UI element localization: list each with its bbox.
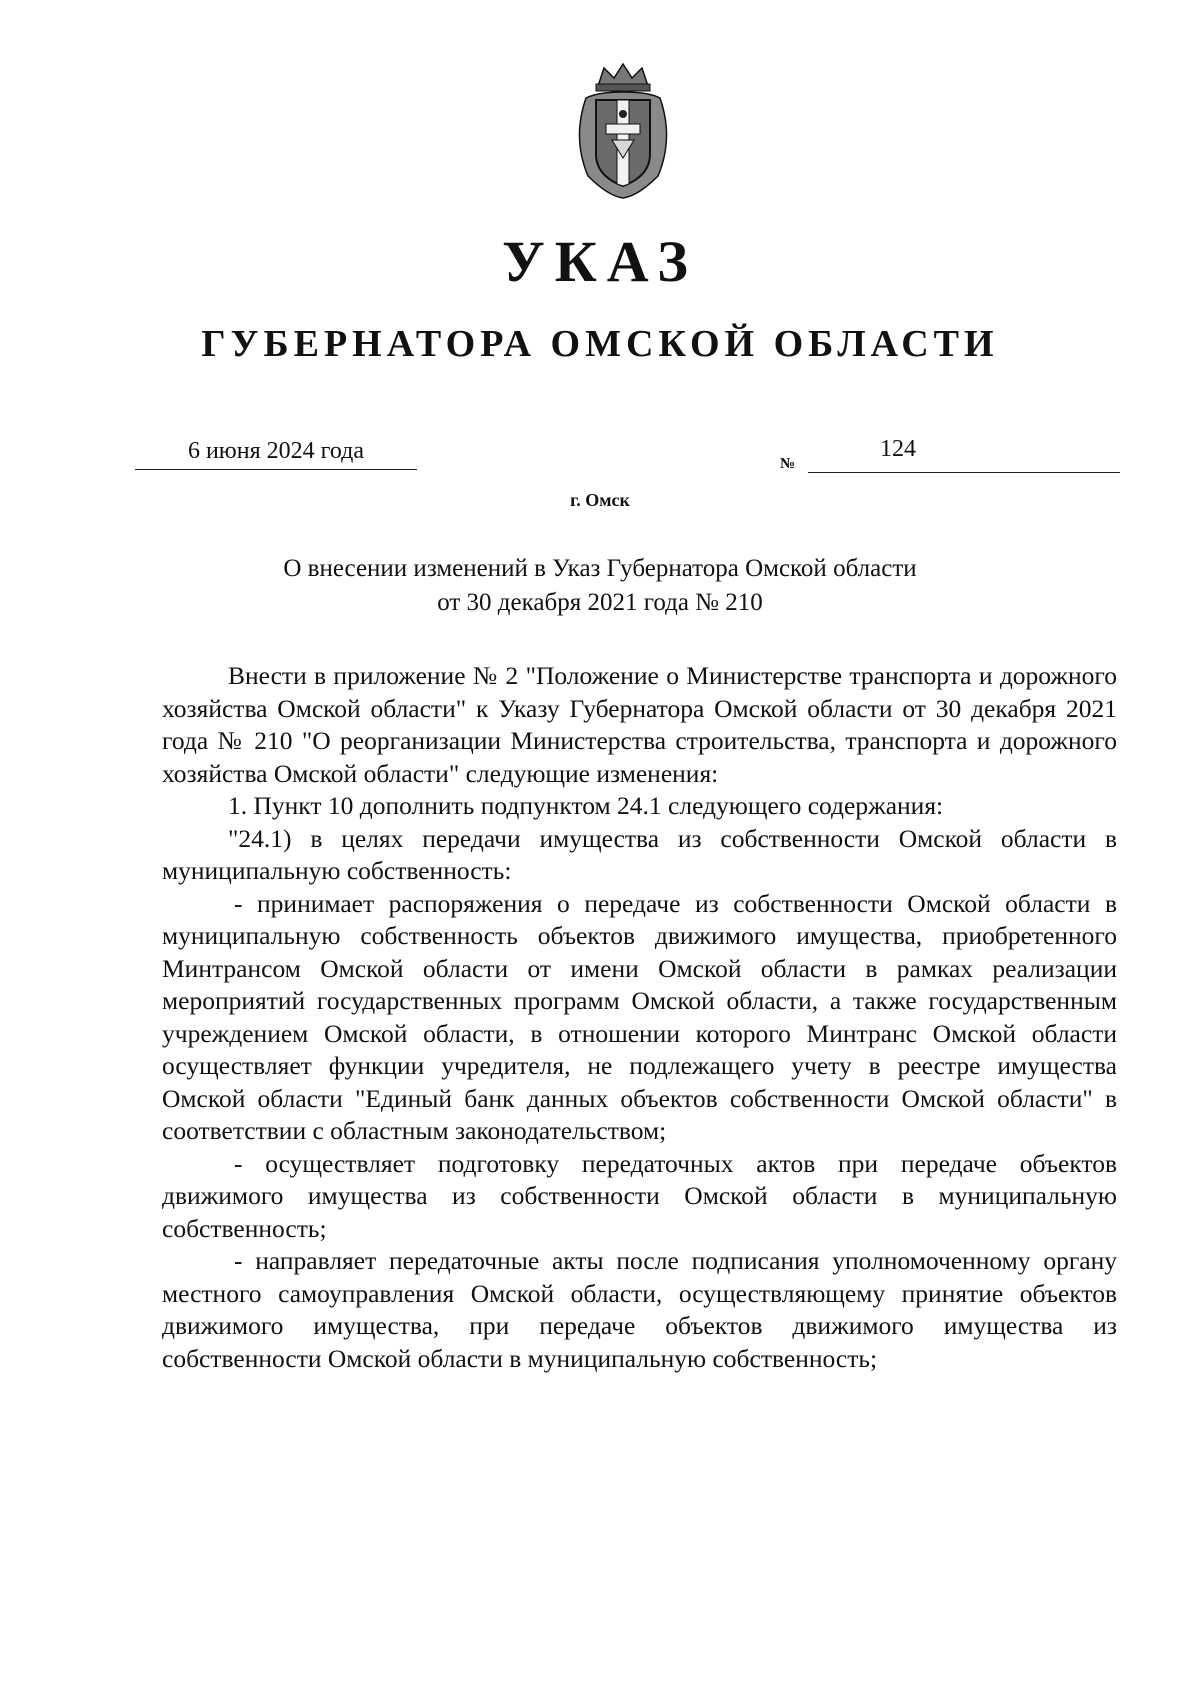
- document-title: УКАЗ: [502, 229, 698, 294]
- body-paragraph-2: 1. Пункт 10 дополнить подпунктом 24.1 следующего содержания:: [228, 791, 944, 820]
- body-paragraph-3: "24.1) в целях передачи имущества из собственности Омской области в муниципальную собственность:: [162, 823, 1117, 885]
- coat-of-arms-icon: [568, 58, 678, 200]
- body-paragraph-1: Внести в приложение № 2 "Положение о Министерстве транспорта и дорожного хозяйства Омской области" к Указу Губернатора Омской области от 30 декабря 2021 года № 210 "О реорганизации Министерства строительства, транспорта и дорожного хозяйства Омской области" следующие изменения:: [162, 661, 1117, 788]
- date-underline: [135, 469, 417, 470]
- number-underline: [808, 472, 1120, 473]
- document-body: [162, 660, 1117, 1375]
- document-city: г. Омск: [570, 490, 630, 510]
- body-paragraph-4: - принимает распоряжения о передаче из собственности Омской области в муниципальную собственность объектов движимого имущества, приобретенного Минтрансом Омской области от имени Омской области в рамках реализации мероприятий государственных программ Омской области, а также государственным учреждением Омской области, в отношении которого Минтранс Омской области осуществляет функции учредителя, не подлежащего учету в реестре имущества Омской области "Единый банк данных объектов собственности Омской области" в соответствии с областным законодательством;: [162, 888, 1117, 1145]
- document-date: [135, 438, 417, 470]
- heading-line-2: от 30 декабря 2021 года № 210: [437, 589, 763, 616]
- heading-line-1: О внесении изменений в Указ Губернатора Омской области: [283, 555, 917, 582]
- date-value: 6 июня 2024 года: [187, 438, 365, 464]
- number-value: 124: [880, 436, 916, 462]
- document-heading: [200, 552, 1000, 620]
- body-paragraph-5: - осуществляет подготовку передаточных актов при передаче объектов движимого имущества из собственности Омской области в муниципальную собственность;: [162, 1148, 1117, 1243]
- document-subtitle: ГУБЕРНАТОРА ОМСКОЙ ОБЛАСТИ: [201, 323, 999, 365]
- number-sign: №: [780, 456, 796, 472]
- document-number: [780, 436, 1120, 480]
- body-paragraph-6: - направляет передаточные акты после подписания уполномоченному органу местного самоуправления Омской области, осуществляющему принятие объектов движимого имущества, при передаче объектов движимого имущества из собственности Омской области в муниципальную собственность;: [162, 1246, 1117, 1373]
